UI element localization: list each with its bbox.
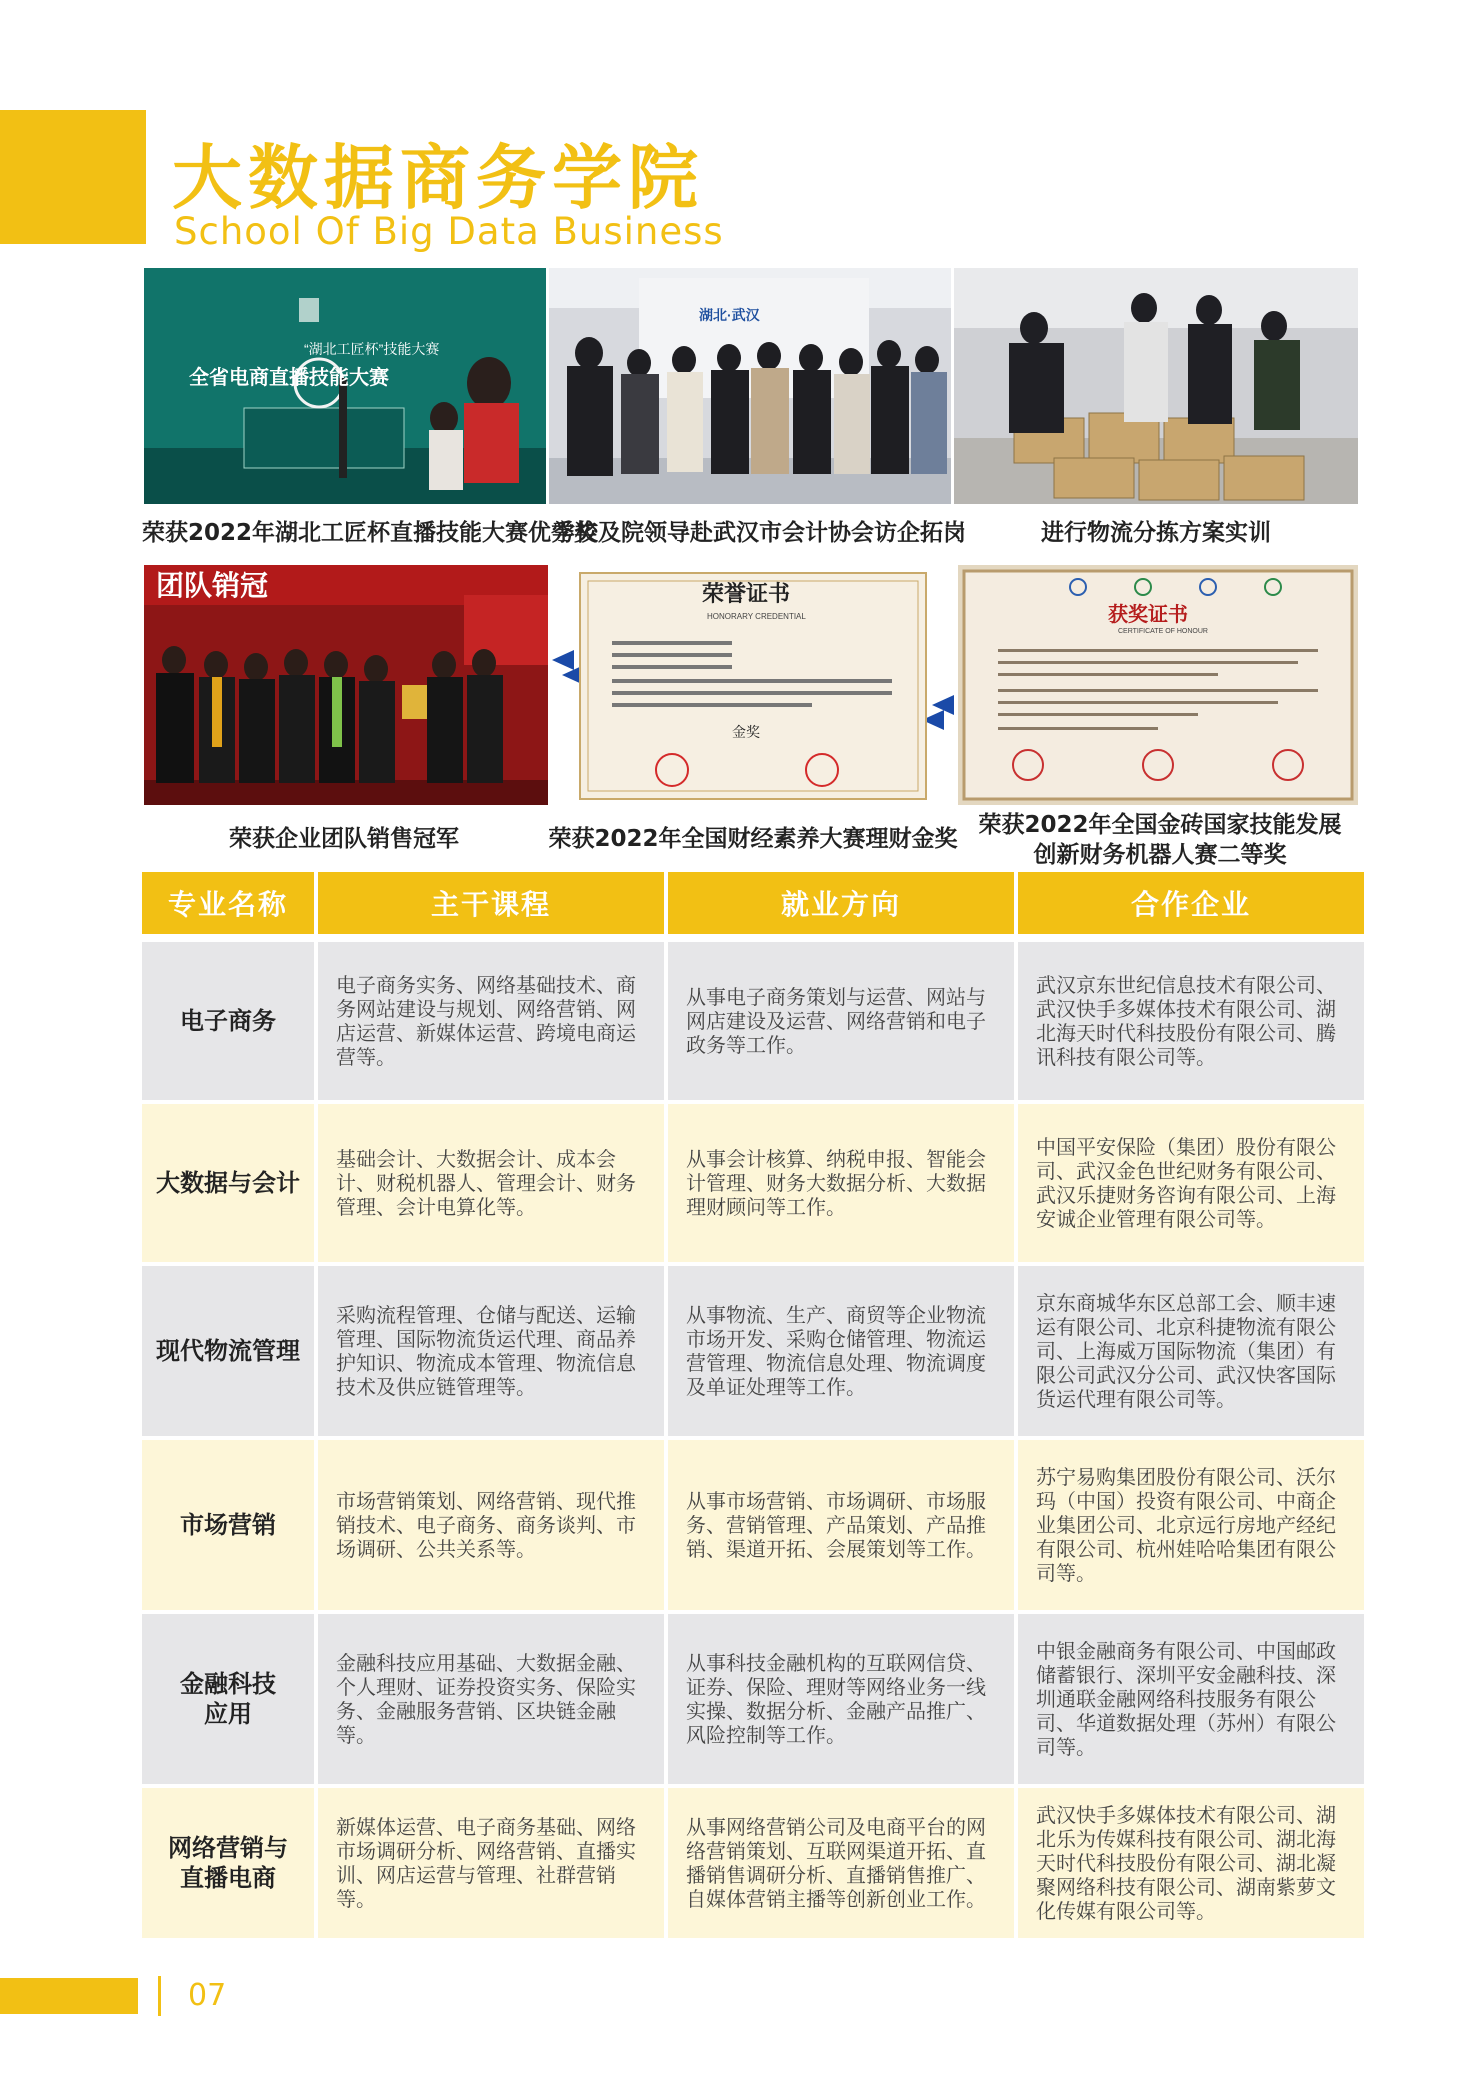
table-row (142, 1614, 1368, 1784)
partner-companies: 苏宁易购集团股份有限公司、沃尔玛（中国）投资有限公司、中商企业集团公司、北京远行房地产经纪有限公司、杭州娃哈哈集团有限公司等。 (1018, 1440, 1364, 1610)
photo-leaders-visit (549, 268, 951, 504)
partner-companies: 京东商城华东区总部工会、顺丰速运有限公司、北京科捷物流有限公司、上海威万国际物流（集团）有限公司武汉分公司、武汉快客国际货运代理有限公司等。 (1018, 1266, 1364, 1436)
career-direction: 从事会计核算、纳税申报、智能会计管理、财务大数据分析、大数据理财顾问等工作。 (668, 1104, 1014, 1262)
career-direction: 从事网络营销公司及电商平台的网络营销策划、互联网渠道开拓、直播销售调研分析、直播销售推广、自媒体营销主播等创新创业工作。 (668, 1788, 1014, 1938)
page-number-divider (158, 1976, 161, 2016)
photo-caption-line: 荣获2022年全国金砖国家技能发展 (978, 812, 1342, 838)
core-courses: 市场营销策划、网络营销、现代推销技术、电子商务、商务谈判、市场调研、公共关系等。 (318, 1440, 664, 1610)
major-name: 市场营销 (142, 1440, 314, 1610)
table-row (142, 1440, 1368, 1610)
core-courses: 基础会计、大数据会计、成本会计、财税机器人、管理会计、财务管理、会计电算化等。 (318, 1104, 664, 1262)
core-courses: 电子商务实务、网络基础技术、商务网站建设与规划、网络营销、网店运营、新媒体运营、跨境电商运营等。 (318, 942, 664, 1100)
photo-sales-team (144, 565, 548, 805)
photo-banner-text: 湖北·武汉 (699, 307, 760, 323)
photo-livestream-contest (144, 268, 546, 504)
partner-companies: 武汉京东世纪信息技术有限公司、武汉快手多媒体技术有限公司、湖北海天时代科技股份有限公司、腾讯科技有限公司等。 (1018, 942, 1364, 1100)
major-name: 大数据与会计 (142, 1104, 314, 1262)
major-name: 电子商务 (142, 942, 314, 1100)
page-subtitle: School Of Big Data Business (174, 210, 724, 253)
core-courses: 采购流程管理、仓储与配送、运输管理、国际物流货运代理、商品养护知识、物流成本管理、物流信息技术及供应链管理等。 (318, 1266, 664, 1436)
major-name-line: 应用 (204, 1699, 252, 1728)
certificate-subtitle: HONORARY CREDENTIAL (707, 612, 806, 621)
photo-banner-text: 团队销冠 (156, 570, 269, 601)
header-partner-companies: 合作企业 (1018, 872, 1364, 934)
partner-companies: 中银金融商务有限公司、中国邮政储蓄银行、深圳平安金融科技、深圳通联金融网络科技服务有限公司、华道数据处理（苏州）有限公司等。 (1018, 1614, 1364, 1784)
career-direction: 从事物流、生产、商贸等企业物流市场开发、采购仓储管理、物流运营管理、物流信息处理、物流调度及单证处理等工作。 (668, 1266, 1014, 1436)
header-accent-bar (0, 110, 146, 244)
core-courses: 新媒体运营、电子商务基础、网络市场调研分析、网络营销、直播实训、网店运营与管理、社群营销等。 (318, 1788, 664, 1938)
majors-table (142, 872, 1368, 1942)
photo-brics-certificate (958, 565, 1358, 805)
photo-caption (958, 810, 1362, 870)
photo-logistics-training (954, 268, 1358, 504)
header-career-direction: 就业方向 (668, 872, 1014, 934)
major-name (142, 1788, 314, 1938)
photo-caption: 荣获企业团队销售冠军 (229, 826, 459, 852)
footer-accent-bar (0, 1978, 138, 2014)
major-name-line: 直播电商 (180, 1863, 276, 1892)
career-direction: 从事市场营销、市场调研、市场服务、营销管理、产品策划、产品推销、渠道开拓、会展策划等工作。 (668, 1440, 1014, 1610)
table-row (142, 1788, 1368, 1938)
certificate-title: 荣誉证书 (702, 581, 791, 607)
header-core-courses: 主干课程 (318, 872, 664, 934)
photo-banner-sub: 全省电商直播技能大赛 (189, 367, 389, 389)
core-courses: 金融科技应用基础、大数据金融、个人理财、证券投资实务、保险实务、金融服务营销、区块链金融等。 (318, 1614, 664, 1784)
photo-banner-text: “湖北工匠杯”技能大赛 (304, 341, 440, 357)
table-row (142, 942, 1368, 1100)
photo-caption: 进行物流分拣方案实训 (1041, 520, 1271, 546)
page-number: 07 (188, 1978, 227, 2013)
certificate-title: 获奖证书 (1108, 602, 1188, 626)
photo-caption: 荣获2022年全国财经素养大赛理财金奖 (548, 826, 958, 852)
table-row (142, 1266, 1368, 1436)
photo-honor-certificate (552, 565, 954, 805)
major-name: 现代物流管理 (142, 1266, 314, 1436)
photo-caption: 荣获2022年湖北工匠杯直播技能大赛优秀奖 (142, 520, 598, 546)
header-major-name: 专业名称 (142, 872, 314, 934)
partner-companies: 中国平安保险（集团）股份有限公司、武汉金色世纪财务有限公司、武汉乐捷财务咨询有限公司、上海安诚企业管理有限公司等。 (1018, 1104, 1364, 1262)
table-header (142, 872, 1368, 934)
table-row (142, 1104, 1368, 1262)
career-direction: 从事电子商务策划与运营、网站与网店建设及运营、网络营销和电子政务等工作。 (668, 942, 1014, 1100)
page-title: 大数据商务学院 (172, 137, 704, 219)
photo-caption: 学校及院领导赴武汉市会计协会访企拓岗 (552, 520, 966, 546)
career-direction: 从事科技金融机构的互联网信贷、证券、保险、理财等网络业务一线实操、数据分析、金融产品推广、风险控制等工作。 (668, 1614, 1014, 1784)
photo-caption-line: 创新财务机器人赛二等奖 (1033, 842, 1287, 868)
partner-companies: 武汉快手多媒体技术有限公司、湖北乐为传媒科技有限公司、湖北海天时代科技股份有限公司、湖北凝聚网络科技有限公司、湖南紫萝文化传媒有限公司等。 (1018, 1788, 1364, 1938)
major-name-line: 金融科技 (180, 1669, 276, 1698)
major-name (142, 1614, 314, 1784)
certificate-award: 金奖 (732, 725, 760, 741)
certificate-subtitle: CERTIFICATE OF HONOUR (1118, 628, 1208, 635)
major-name-line: 网络营销与 (168, 1833, 288, 1862)
